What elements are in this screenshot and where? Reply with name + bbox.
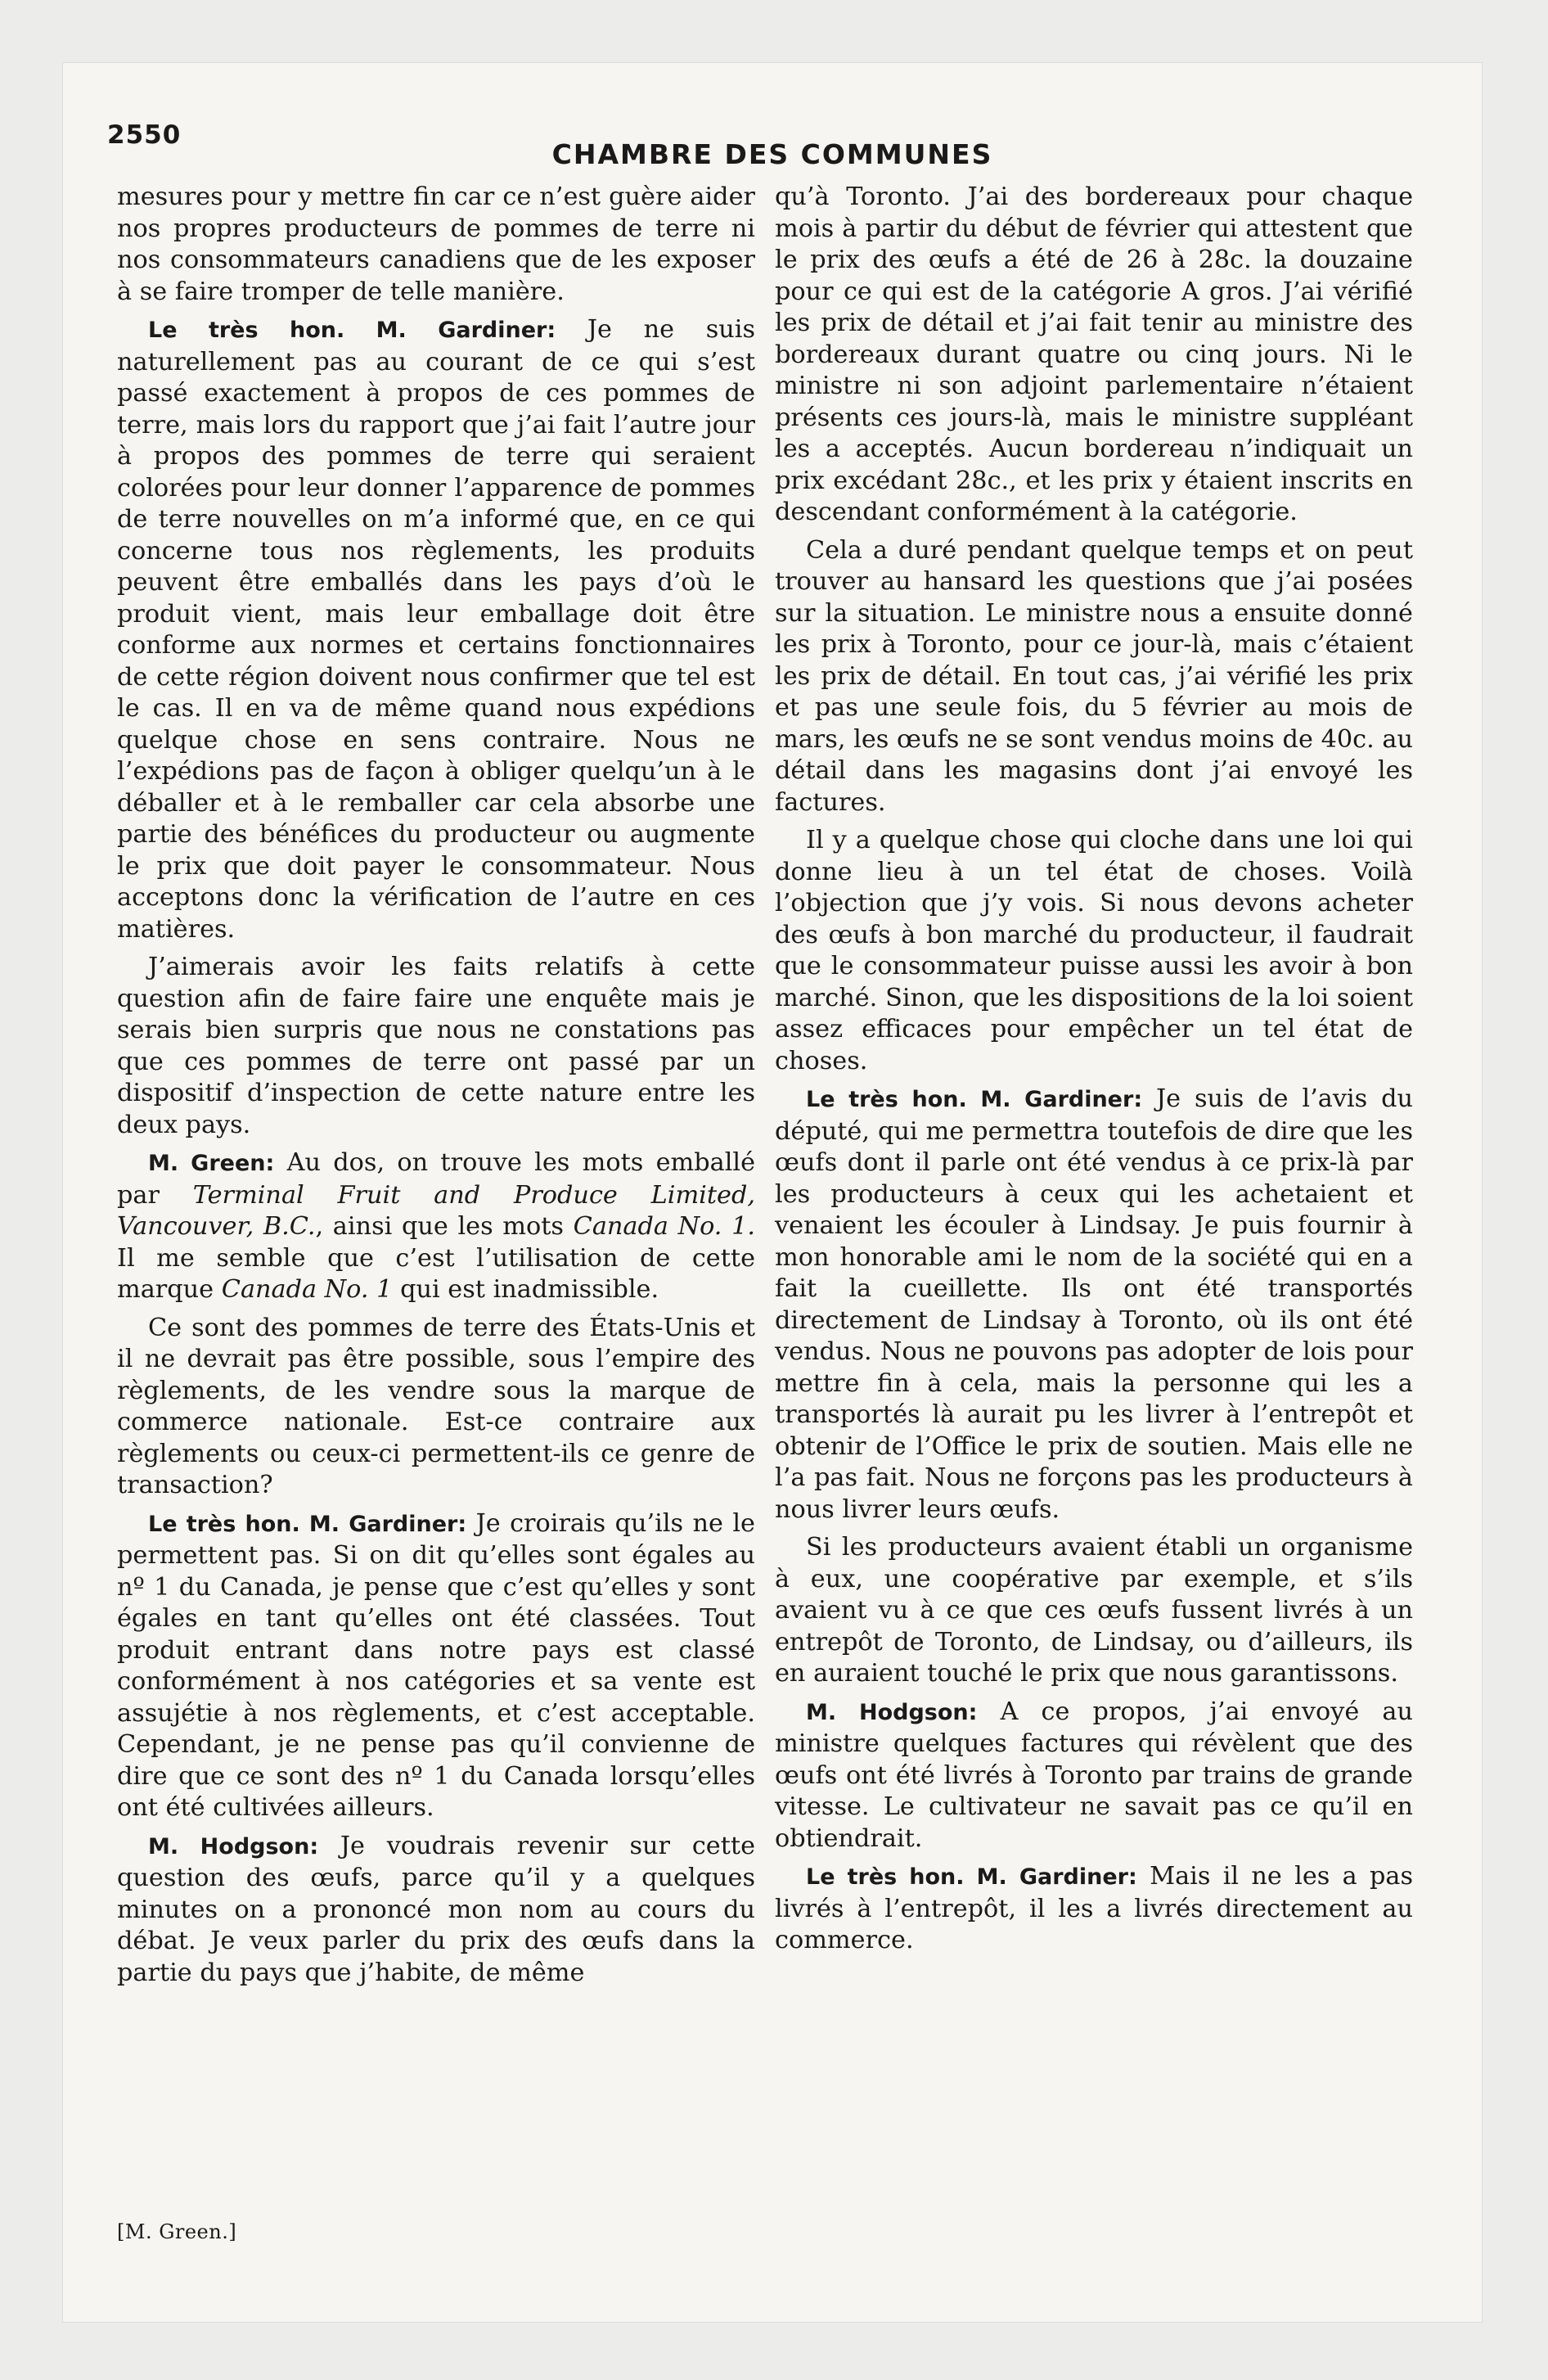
running-title: CHAMBRE DES COMMUNES xyxy=(551,138,993,170)
paragraph-text: Il me semble que c’est l’utilisation de cette marque xyxy=(117,1243,755,1304)
speaker-name: Le très hon. M. Gardiner: xyxy=(148,318,556,343)
paragraph-text: , ainsi que les mots xyxy=(315,1212,564,1241)
speaker-name: Le très hon. M. Gardiner: xyxy=(806,1087,1143,1112)
speaker-name: M. Hodgson: xyxy=(148,1833,319,1859)
right-column xyxy=(775,182,1413,1963)
paragraph-text: A ce propos, j’ai envoyé au ministre quelques factures qui révèlent que des œufs ont été livrés à Toronto par trains de grande vitesse. Le cultivateur ne savait pas ce qu’il en obtiendrait. xyxy=(775,1697,1413,1853)
paragraph-text: Je ne suis naturellement pas au courant de ce qui s’est passé exactement à propos de ces pommes de terre, mais lors du rapport que j’ai fait l’autre jour à propos des pommes de terre qui seraient colorées pour leur donner l’apparence de pommes de terre nouvelles on m’a informé que, en ce qui concerne tous nos règlements, les produits peuvent être emballés dans les pays d’où le produit vient, mais leur emballage doit être conforme aux normes et certains fonctionnaires de cette région doivent nous confirmer que tel est le cas. Il en va de même quand nous expédions quelque chose en sens contraire. Nous ne l’expédions pas de façon à obliger quelqu’un à le déballer et à le remballer car cela absorbe une partie des bénéfices du producteur ou augmente le prix que doit payer le consommateur. Nous acceptons donc la vérification de l’autre en ces matières. xyxy=(117,315,755,944)
italic-text: Canada No. 1. xyxy=(573,1212,756,1241)
paragraph-text: Mais il ne les a pas livrés à l’entrepôt, il les a livrés directement au commerce. xyxy=(775,1862,1413,1954)
paragraph-text: Je croirais qu’ils ne le permettent pas. Si on dit qu’elles sont égales au nº 1 du Canada, je pense que c’est qu’elles y sont égales en tant qu’elles ont été classées. Tout produit entrant dans notre pays est classé conformément à nos catégories et sa vente est assujétie à nos règlements, et c’est acceptable. Cependant, je ne pense pas qu’il convienne de dire que ce sont des nº 1 du Canada lorsqu’elles ont été cultivées ailleurs. xyxy=(117,1508,755,1822)
paragraph: Si les producteurs avaient établi un organisme à eux, une coopérative par exemple, et s’ils avaient vu à ce que ces œufs fussent livrés à un entrepôt de Toronto, de Lindsay, ou d’ailleurs, ils en auraient touché le prix que nous garantissons. xyxy=(775,1533,1413,1688)
paragraph xyxy=(775,1697,1413,1855)
document-page xyxy=(62,62,1483,2323)
speaker-name: M. Green: xyxy=(148,1151,275,1176)
paragraph xyxy=(775,1861,1413,1957)
speaker-reference-footer: [M. Green.] xyxy=(117,2220,237,2243)
paragraph: Il y a quelque chose qui cloche dans une loi qui donne lieu à un tel état de choses. Voilà l’objection que j’y vois. Si nous devons acheter des œufs à bon marché du producteur, il faudrait que le consommateur puisse aussi les avoir à bon marché. Sinon, que les dispositions de la loi soient assez efficaces pour empêcher un tel état de choses. xyxy=(775,826,1413,1075)
page-number: 2550 xyxy=(107,120,182,150)
paragraph: Cela a duré pendant quelque temps et on peut trouver au hansard les questions que j’ai posées sur la situation. Le ministre nous a ensuite donné les prix à Toronto, pour ce jour-là, mais c’étaient les prix de détail. En tout cas, j’ai vérifié les prix et pas une seule fois, du 5 février au mois de mars, les œufs ne se sont vendus moins de 40c. au détail dans les magasins dont j’ai envoyé les factures. xyxy=(775,535,1413,817)
paragraph xyxy=(775,1084,1413,1526)
paragraph: Ce sont des pommes de terre des États-Unis et il ne devrait pas être possible, sous l’empire des règlements, de les vendre sous la marque de commerce nationale. Est-ce contraire aux règlements ou ceux-ci permettent-ils ce genre de transaction? xyxy=(117,1313,755,1499)
speaker-name: M. Hodgson: xyxy=(806,1699,978,1725)
paragraph-text: qui est inadmissible. xyxy=(400,1275,659,1304)
italic-text: Terminal Fruit and Produce Limited, Vancouver, B.C. xyxy=(117,1180,755,1241)
paragraph-text: Je voudrais revenir sur cette question des œufs, parce qu’il y a quelques minutes on a prononcé mon nom au cours du débat. Je veux parler du prix des œufs dans la partie du pays que j’habite, de même xyxy=(117,1831,755,1987)
paragraph: qu’à Toronto. J’ai des bordereaux pour chaque mois à partir du début de février qui attestent que le prix des œufs a été de 26 à 28c. la douzaine pour ce qui est de la catégorie A gros. J’ai vérifié les prix de détail et j’ai fait tenir au ministre des bordereaux durant quatre ou cinq jours. Ni le ministre ni son adjoint parlementaire n’étaient présents ces jours-là, mais le ministre suppléant les a acceptés. Aucun bordereau n’indiquait un prix excédant 28c., et les prix y étaient inscrits en descendant conformément à la catégorie. xyxy=(775,183,1413,526)
speaker-name: Le très hon. M. Gardiner: xyxy=(148,1511,467,1537)
paragraph-text: Au dos, on trouve les mots emballé par xyxy=(117,1148,756,1210)
paragraph xyxy=(117,1831,755,1990)
paragraph: mesures pour y mettre fin car ce n’est guère aider nos propres producteurs de pommes de terre ni nos consommateurs canadiens que de les exposer à se faire tromper de telle manière. xyxy=(117,183,755,306)
paragraph xyxy=(117,314,755,945)
paragraph: J’aimerais avoir les faits relatifs à cette question afin de faire faire une enquête mais je serais bien surpris que nous ne constations pas que ces pommes de terre ont passé par un dispositif d’inspection de cette nature entre les deux pays. xyxy=(117,953,755,1139)
paragraph xyxy=(117,1508,755,1824)
paragraph xyxy=(117,1147,755,1306)
paragraph-text: Je suis de l’avis du député, qui me permettra toutefois de dire que les œufs dont il parle ont été vendus à ce prix-là par les producteurs à ceux qui les achetaient et venaient les écouler à Lindsay. Je puis fournir à mon honorable ami le nom de la société qui en a fait la cueillette. Ils ont été transportés directement de Lindsay à Toronto, où ils ont été vendus. Nous ne pouvons pas adopter de lois pour mettre fin à cela, mais la personne qui les a transportés là aurait pu les livrer à l’entrepôt et obtenir de l’Office le prix de soutien. Mais elle ne l’a pas fait. Nous ne forçons pas les producteurs à nous livrer leurs œufs. xyxy=(775,1084,1413,1524)
left-column xyxy=(117,182,755,1995)
italic-text: Canada No. 1 xyxy=(221,1275,393,1304)
speaker-name: Le très hon. M. Gardiner: xyxy=(806,1864,1137,1890)
